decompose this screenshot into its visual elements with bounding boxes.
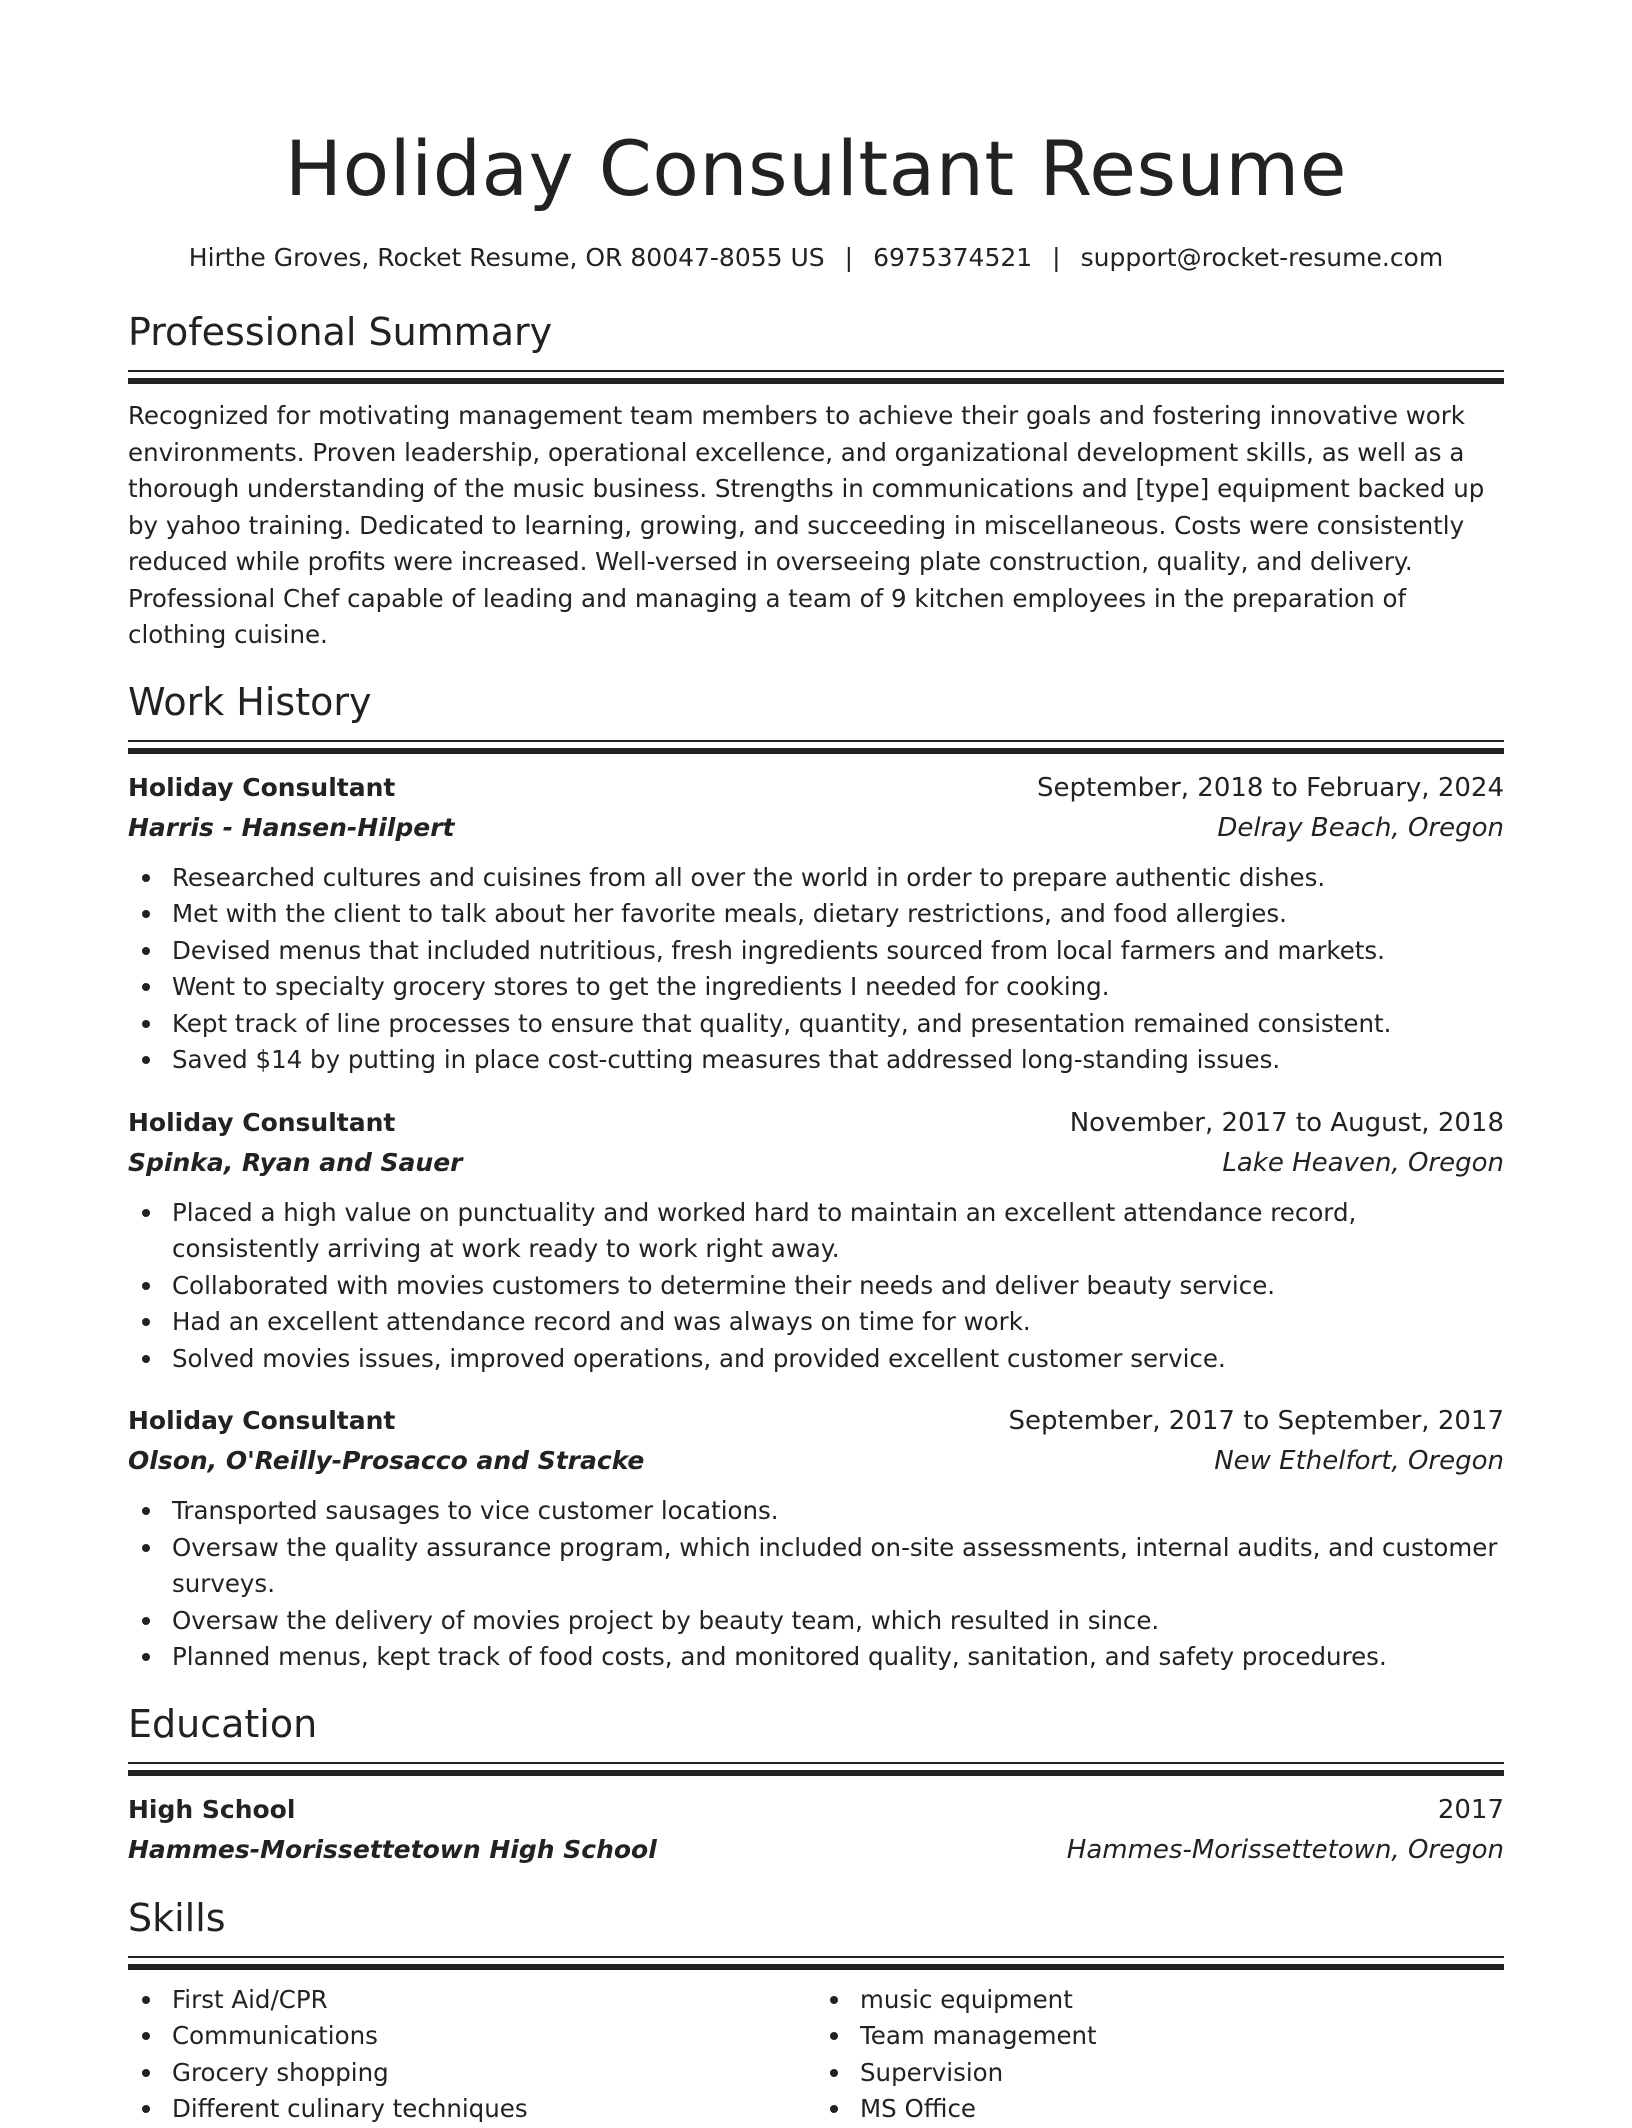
contact-separator: |	[844, 243, 854, 272]
job-employer: Harris - Hansen-Hilpert	[128, 812, 455, 842]
skills-columns	[128, 1982, 1504, 2128]
education-year: 2017	[1437, 1794, 1504, 1825]
job-bullet: Saved $14 by putting in place cost-cutting measures that addressed long-standing issues.	[172, 1042, 1504, 1079]
contact-line	[128, 240, 1504, 276]
section-divider-thin	[128, 1762, 1504, 1764]
skill-item: Grocery shopping	[172, 2055, 816, 2092]
job-location: New Ethelfort, Oregon	[1214, 1446, 1504, 1476]
education-entry	[128, 1790, 1504, 1870]
job-bullet: Planned menus, kept track of food costs, and monitored quality, sanitation, and safety procedures.	[172, 1639, 1504, 1676]
contact-phone: 6975374521	[873, 243, 1033, 272]
job-location: Delray Beach, Oregon	[1217, 812, 1504, 843]
education-school: Hammes-Morissettetown High School	[128, 1834, 657, 1864]
section-heading-work-history: Work History	[128, 679, 372, 724]
skill-item: MS Office	[860, 2091, 1504, 2128]
section-heading-skills: Skills	[128, 1895, 226, 1940]
job-bullet: Solved movies issues, improved operations, and provided excellent customer service.	[172, 1341, 1504, 1378]
section-divider-thin	[128, 370, 1504, 372]
section-heading-education: Education	[128, 1701, 318, 1746]
summary-section	[128, 306, 1504, 654]
job-bullet: Met with the client to talk about her favorite meals, dietary restrictions, and food allergies.	[172, 896, 1504, 933]
job-title: Holiday Consultant	[128, 772, 396, 802]
job-bullet: Transported sausages to vice customer locations.	[172, 1493, 1504, 1530]
job-entry	[128, 1103, 1504, 1378]
job-bullet: Oversaw the quality assurance program, which included on-site assessments, internal audits, and customer surveys.	[172, 1530, 1504, 1603]
section-divider-thick	[128, 748, 1504, 754]
section-divider-thin	[128, 740, 1504, 742]
job-bullet: Kept track of line processes to ensure that quality, quantity, and presentation remained consistent.	[172, 1006, 1504, 1043]
job-employer: Olson, O'Reilly-Prosacco and Stracke	[128, 1446, 645, 1475]
job-bullet: Went to specialty grocery stores to get the ingredients I needed for cooking.	[172, 969, 1504, 1006]
job-employer: Spinka, Ryan and Sauer	[128, 1147, 463, 1177]
skill-item: Team management	[860, 2018, 1504, 2055]
skill-item: music equipment	[860, 1982, 1504, 2019]
skill-item: Communications	[172, 2018, 816, 2055]
job-bullet: Oversaw the delivery of movies project by beauty team, which resulted in since.	[172, 1603, 1504, 1640]
job-bullet: Researched cultures and cuisines from all over the world in order to prepare authentic dishes.	[172, 860, 1504, 897]
job-title: Holiday Consultant	[128, 1406, 396, 1435]
job-dates: September, 2018 to February, 2024	[1037, 772, 1504, 803]
skills-list-right	[816, 1982, 1504, 2128]
job-bullet: Placed a high value on punctuality and worked hard to maintain an excellent attendance record, consistently arriving at work ready to work right away.	[172, 1195, 1504, 1268]
section-divider-thick	[128, 378, 1504, 384]
section-divider-thick	[128, 1964, 1504, 1970]
section-divider-thin	[128, 1956, 1504, 1958]
job-entry	[128, 1401, 1504, 1676]
summary-text: Recognized for motivating management team members to achieve their goals and fostering innovative work environments. Proven leadership, operational excellence, and organizational development skills, as well as a thorough understanding of the music business. Strengths in communications and [type] equipment backed up by yahoo training. Dedicated to learning, growing, and succeeding in miscellaneous. Costs were consistently reduced while profits were increased. Well-versed in overseeing plate construction, quality, and delivery. Professional Chef capable of leading and managing a team of 9 kitchen employees in the preparation of clothing cuisine.	[128, 401, 1485, 649]
skills-section	[128, 1892, 1504, 2128]
education-location: Hammes-Morissettetown, Oregon	[1066, 1834, 1504, 1865]
job-bullet: Had an excellent attendance record and was always on time for work.	[172, 1304, 1504, 1341]
education-section	[128, 1698, 1504, 1870]
education-degree: High School	[128, 1794, 296, 1824]
job-bullet: Devised menus that included nutritious, fresh ingredients sourced from local farmers and markets.	[172, 933, 1504, 970]
skill-item: Different culinary techniques	[172, 2091, 816, 2128]
job-bullets	[128, 860, 1504, 1079]
job-title: Holiday Consultant	[128, 1107, 396, 1137]
resume-page	[128, 0, 1504, 2128]
job-entry	[128, 768, 1504, 1079]
job-bullet: Collaborated with movies customers to determine their needs and deliver beauty service.	[172, 1268, 1504, 1305]
section-divider-thick	[128, 1770, 1504, 1776]
contact-address: Hirthe Groves, Rocket Resume, OR 80047-8055 US	[188, 243, 825, 272]
skill-item: First Aid/CPR	[172, 1982, 816, 2019]
job-dates: November, 2017 to August, 2018	[1069, 1107, 1504, 1138]
job-dates: September, 2017 to September, 2017	[1008, 1406, 1504, 1436]
skill-item: Supervision	[860, 2055, 1504, 2092]
contact-separator: |	[1052, 243, 1061, 272]
job-location: Lake Heaven, Oregon	[1222, 1147, 1504, 1178]
section-heading-summary: Professional Summary	[128, 310, 553, 354]
job-bullets	[128, 1493, 1504, 1676]
resume-title: Holiday Consultant Resume	[284, 124, 1348, 213]
job-bullets	[128, 1195, 1504, 1378]
contact-email: support@rocket-resume.com	[1080, 243, 1444, 272]
work-history-section	[128, 676, 1504, 1676]
skills-list-left	[128, 1982, 816, 2128]
